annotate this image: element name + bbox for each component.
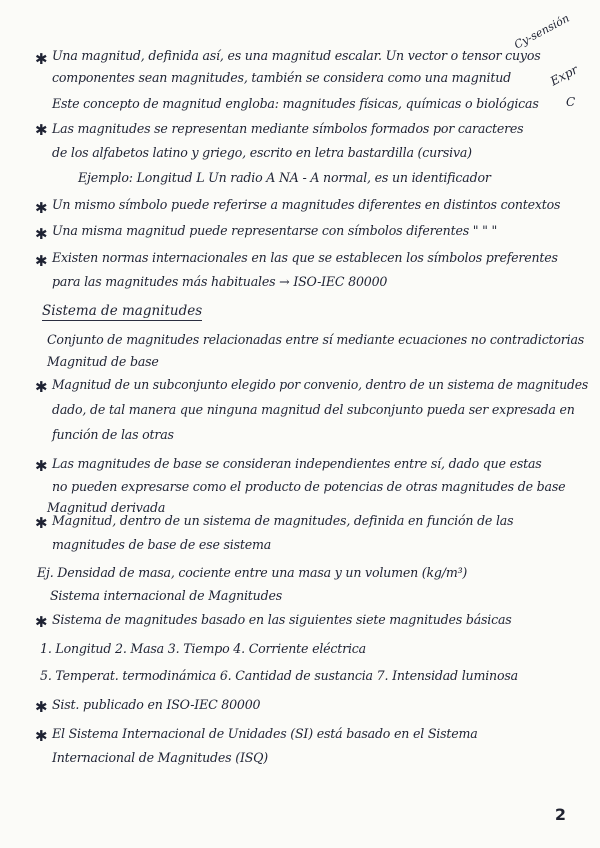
text-line: El Sistema Internacional de Unidades (SI) está basado en el Sistema xyxy=(52,726,478,741)
asterisk-icon: ✱ xyxy=(35,613,48,631)
text-line: Las magnitudes de base se consideran independientes entre sí, dado que estas xyxy=(52,456,542,471)
asterisk-icon: ✱ xyxy=(35,121,48,139)
asterisk-icon: ✱ xyxy=(35,378,48,396)
asterisk-icon: ✱ xyxy=(35,50,48,68)
text-line: Internacional de Magnitudes (ISQ) xyxy=(52,750,268,765)
text-line: 5. Temperat. termodinámica 6. Cantidad de sustancia 7. Intensidad luminosa xyxy=(40,668,518,683)
text-line: no pueden expresarse como el producto de potencias de otras magnitudes de base xyxy=(52,479,566,494)
asterisk-icon: ✱ xyxy=(35,514,48,532)
text-line: magnitudes de base de ese sistema xyxy=(52,537,272,552)
text-line: Existen normas internacionales en las que se establecen los símbolos preferentes xyxy=(52,250,558,265)
text-line: Un mismo símbolo puede referirse a magnitudes diferentes en distintos contextos xyxy=(52,197,561,212)
text-line: Este concepto de magnitud engloba: magnitudes físicas, químicas o biológicas xyxy=(52,96,539,111)
text-line: Una magnitud, definida así, es una magnitud escalar. Un vector o tensor cuyos xyxy=(52,48,541,63)
asterisk-icon: ✱ xyxy=(35,225,48,243)
text-line: Sistema internacional de Magnitudes xyxy=(50,588,282,603)
asterisk-icon: ✱ xyxy=(35,252,48,270)
text-line: Magnitud de un subconjunto elegido por convenio, dentro de un sistema de magnitudes xyxy=(52,377,588,392)
text-line: Las magnitudes se representan mediante símbolos formados por caracteres xyxy=(52,121,524,136)
text-line: Sist. publicado en ISO-IEC 80000 xyxy=(52,697,261,712)
text-line: Una misma magnitud puede representarse con símbolos diferentes " " " xyxy=(52,223,498,238)
section-heading: Sistema de magnitudes xyxy=(42,303,203,319)
text-line: Sistema de magnitudes basado en las siguientes siete magnitudes básicas xyxy=(52,612,512,627)
asterisk-icon: ✱ xyxy=(35,698,48,716)
margin-note-1: Cy-sensión xyxy=(512,11,572,52)
page-number: 2 xyxy=(554,805,566,824)
text-line: función de las otras xyxy=(52,427,174,442)
asterisk-icon: ✱ xyxy=(35,457,48,475)
asterisk-icon: ✱ xyxy=(35,199,48,217)
text-line: Magnitud de base xyxy=(47,354,159,369)
text-line: Conjunto de magnitudes relacionadas entre sí mediante ecuaciones no contradictorias xyxy=(47,332,585,347)
margin-note-3: C xyxy=(566,95,576,109)
text-line: para las magnitudes más habituales → ISO-IEC 80000 xyxy=(52,274,388,289)
text-line: componentes sean magnitudes, también se considera como una magnitud xyxy=(52,70,511,85)
text-line: Magnitud derivada xyxy=(47,500,166,515)
asterisk-icon: ✱ xyxy=(35,727,48,745)
text-line: Ej. Densidad de masa, cociente entre una masa y un volumen (kg/m³) xyxy=(37,565,468,580)
text-line: 1. Longitud 2. Masa 3. Tiempo 4. Corriente eléctrica xyxy=(40,641,366,656)
text-line: dado, de tal manera que ninguna magnitud del subconjunto pueda ser expresada en xyxy=(52,402,575,417)
text-line: Ejemplo: Longitud L Un radio A NA - A normal, es un identificador xyxy=(78,170,491,185)
text-line: Magnitud, dentro de un sistema de magnitudes, definida en función de las xyxy=(52,513,514,528)
text-line: de los alfabetos latino y griego, escrito en letra bastardilla (cursiva) xyxy=(52,145,472,160)
margin-note-2: Expr xyxy=(548,62,581,89)
